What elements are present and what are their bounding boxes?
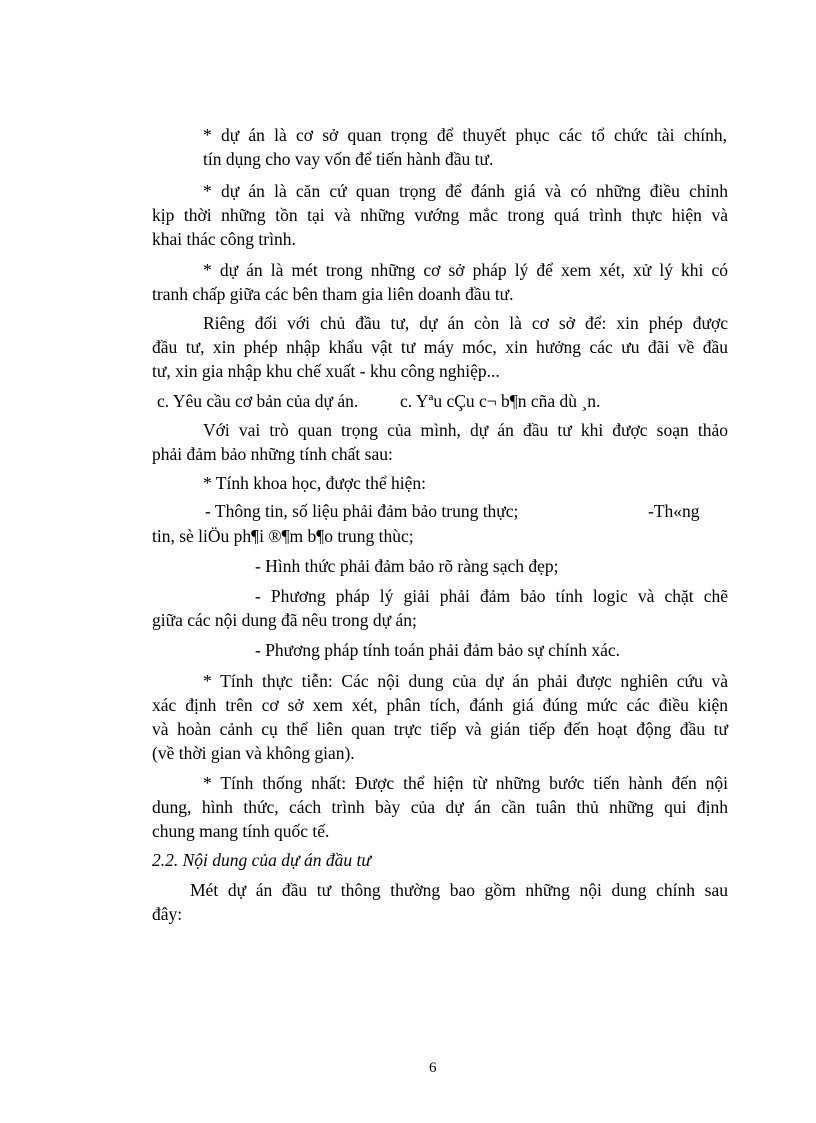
- bullet-clear-form: - Hình thức phải đảm bảo rõ ràng sạch đẹp;: [255, 556, 559, 576]
- text-line: khai thác công trình.: [152, 229, 296, 249]
- paragraph-practicality: [152, 669, 728, 765]
- text-line: (về thời gian và không gian).: [152, 743, 355, 763]
- scientific-heading: * Tính khoa học, được thể hiện:: [203, 473, 427, 493]
- text-line: kịp thời những tồn tại và những vướng mắc trong quá trình thực hiện và: [152, 205, 728, 225]
- text-line: xác định trên cơ sở xem xét, phân tích, đánh giá đúng mức các điều kiện: [152, 695, 728, 715]
- text-line: Mét dự án đầu tư thông thường bao gồm những nội dung chính sau: [190, 880, 728, 900]
- section-heading: 2.2. Nội dung của dự án đầu tư: [152, 850, 371, 870]
- heading-c-garbled: c. Yªu cÇu c¬ b¶n cña dù ¸n.: [400, 391, 601, 411]
- text-line: chung mang tính quốc tế.: [152, 821, 330, 841]
- text-line: * dự án là căn cứ quan trọng để đánh giá và có những điều chỉnh: [203, 181, 728, 201]
- text-line: tranh chấp giữa các bên tham gia liên doanh đầu tư.: [152, 284, 514, 304]
- bullet-accurate-info-garbled-cont: tin, sè liÖu ph¶i ®¶m b¶o trung thùc;: [152, 526, 414, 546]
- text-line: * dự án là cơ sở quan trọng để thuyết phục các tổ chức tài chính,: [203, 125, 727, 145]
- text-line: * dự án là mét trong những cơ sở pháp lý để xem xét, xử lý khi có: [203, 260, 728, 280]
- paragraph-legal-basis: [152, 258, 728, 306]
- text-line: dung, hình thức, cách trình bày của dự án cần tuân thủ những qui định: [152, 797, 728, 817]
- text-line: Riêng đối với chủ đầu tư, dự án còn là cơ sở để: xin phép được: [203, 313, 728, 333]
- text-line: tư, xin gia nhập khu chế xuất - khu công nghiệp...: [152, 361, 500, 381]
- paragraph-persuade-financiers: [203, 123, 727, 171]
- paragraph-evaluation-basis: [152, 179, 728, 251]
- text-line: * Tính thống nhất: Được thể hiện từ những bước tiến hành đến nội: [203, 773, 728, 793]
- paragraph-contents-intro: [152, 878, 728, 926]
- page-number: 6: [429, 1060, 437, 1076]
- text-line: tín dụng cho vay vốn để tiến hành đầu tư.: [203, 149, 494, 169]
- text-line: Với vai trò quan trọng của mình, dự án đầu tư khi được soạn thảo: [203, 420, 728, 440]
- bullet-accurate-info: - Thông tin, số liệu phải đảm bảo trung thực;: [205, 501, 519, 521]
- text-line: đầu tư, xin phép nhập khẩu vật tư máy móc, xin hưởng các ưu đãi về đầu: [152, 337, 728, 357]
- paragraph-investor-basis: [152, 311, 728, 383]
- text-line: phải đảm bảo những tính chất sau:: [152, 444, 393, 464]
- text-line: và hoàn cảnh cụ thể liên quan trực tiếp và gián tiếp đến hoạt động đầu tư: [152, 719, 728, 739]
- paragraph-consistency: [152, 771, 728, 843]
- text-line: đây:: [152, 904, 183, 924]
- text-line: giữa các nội dung đã nêu trong dự án;: [152, 610, 417, 630]
- heading-c: c. Yêu cầu cơ bản của dự án.: [157, 391, 359, 411]
- paragraph-requirements-intro: [152, 418, 728, 466]
- text-line: * Tính thực tiễn: Các nội dung của dự án phải được nghiên cứu và: [203, 671, 728, 691]
- text-line: - Phương pháp lý giải phải đảm bảo tính logic và chặt chẽ: [255, 586, 728, 606]
- bullet-logical-method: [152, 584, 728, 632]
- bullet-accurate-info-garbled: -Th«ng: [648, 501, 700, 521]
- bullet-accurate-calc: - Phương pháp tính toán phải đảm bảo sự chính xác.: [255, 640, 621, 660]
